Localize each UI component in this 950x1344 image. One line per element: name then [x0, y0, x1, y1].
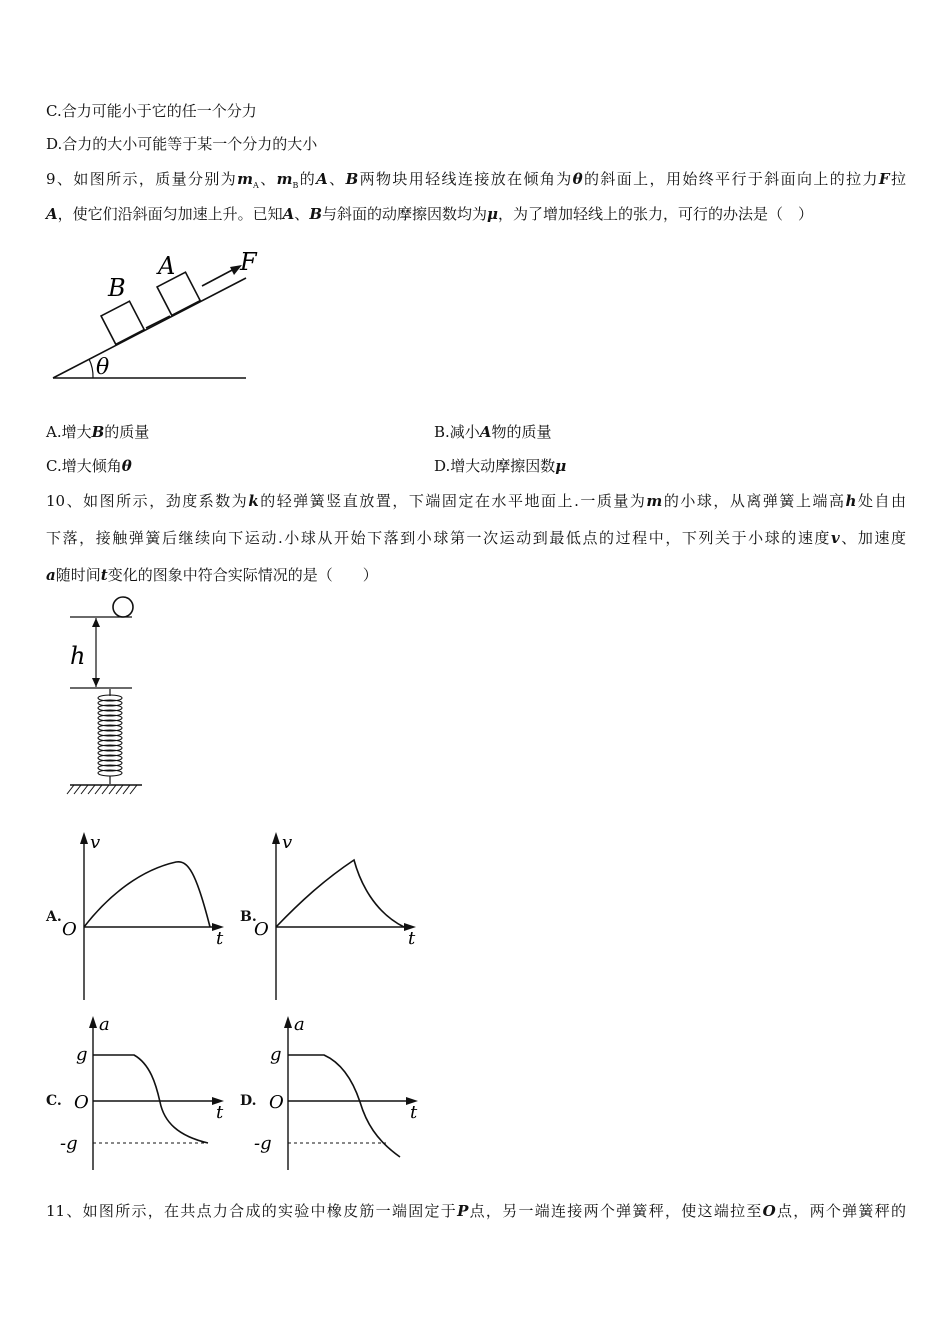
- svg-text:O: O: [74, 1092, 89, 1113]
- hatch-line: [123, 785, 130, 794]
- graph-c: [60, 1012, 230, 1172]
- hatch-line: [67, 785, 74, 794]
- hatch-line: [95, 785, 102, 794]
- hatch-line: [74, 785, 81, 794]
- svg-text:t: t: [216, 928, 224, 949]
- q9-option-b: B.减小A物的质量: [434, 423, 552, 441]
- graph-d-label: D.: [240, 1093, 257, 1109]
- q9-option-d: D.增大动摩擦因数μ: [434, 457, 567, 475]
- q9-option-a: A.增大B的质量: [46, 423, 150, 441]
- q10-stem-line1: 10、如图所示，劲度系数为k的轻弹簧竖直放置，下端固定在水平地面上.一质量为m的小球，从离弹簧上端高h处自由: [46, 492, 906, 510]
- hatch-line: [81, 785, 88, 794]
- graph-b-label: B.: [240, 909, 257, 925]
- graph-c-curve: [93, 1055, 208, 1143]
- hatch-line: [109, 785, 116, 794]
- q9-stem-line1: 9、如图所示，质量分别为$m_A$、$m_B$的A、B两物块用轻线连接放在倾角为θ的斜面上，用始终平行于斜面向上的拉力F拉: [46, 170, 906, 190]
- graph-d: [254, 1012, 424, 1172]
- svg-text:O: O: [269, 1092, 284, 1113]
- svg-text:t: t: [216, 1102, 224, 1123]
- incline-figure: [50, 244, 260, 386]
- angle-arc: [89, 359, 93, 378]
- force-arrow-line: [202, 268, 236, 286]
- svg-text:-g: -g: [254, 1133, 272, 1154]
- graph-a: [60, 828, 230, 1004]
- option-c-prev: C.合力可能小于它的任一个分力: [46, 102, 257, 120]
- graph-b: [254, 828, 424, 1004]
- q10-stem-line2: 下落，接触弹簧后继续向下运动.小球从开始下落到小球第一次运动到最低点的过程中，下列关于小球的速度v、加速度: [46, 529, 906, 547]
- svg-text:a: a: [294, 1014, 305, 1035]
- svg-text:O: O: [254, 919, 269, 940]
- graph-a-curve: [84, 862, 210, 927]
- graph-d-curve: [288, 1055, 400, 1157]
- ball: [113, 597, 133, 617]
- theta-label: θ: [96, 355, 110, 380]
- svg-text:v: v: [90, 832, 101, 853]
- h-label: h: [70, 642, 86, 670]
- label-b: B: [108, 274, 126, 302]
- q9-option-c: C.增大倾角θ: [46, 457, 132, 475]
- svg-text:t: t: [408, 928, 416, 949]
- svg-text:g: g: [76, 1044, 88, 1065]
- svg-text:-g: -g: [60, 1133, 78, 1154]
- svg-text:v: v: [282, 832, 293, 853]
- option-d-prev: D.合力的大小可能等于某一个分力的大小: [46, 135, 318, 153]
- svg-text:a: a: [99, 1014, 110, 1035]
- svg-text:O: O: [62, 919, 77, 940]
- label-f: F: [240, 248, 257, 276]
- hatch-line: [88, 785, 95, 794]
- svg-text:g: g: [270, 1044, 282, 1065]
- connecting-string: [146, 316, 170, 328]
- ground-hatch: [67, 785, 137, 794]
- hatch-line: [116, 785, 123, 794]
- hatch-line: [130, 785, 137, 794]
- graph-c-label: C.: [46, 1093, 62, 1109]
- graph-b-curve: [276, 860, 404, 927]
- q9-stem-line2: A，使它们沿斜面匀加速上升。已知A、B与斜面的动摩擦因数均为μ，为了增加轻线上的张力，可行的办法是（ ）: [46, 205, 814, 223]
- spring-figure: [62, 594, 152, 800]
- svg-text:t: t: [410, 1102, 418, 1123]
- spring-coils: [98, 695, 122, 776]
- q11-stem-line1: 11、如图所示，在共点力合成的实验中橡皮筋一端固定于P点，另一端连接两个弹簧秤，使这端拉至O点，两个弹簧秤的: [46, 1202, 906, 1220]
- graph-a-label: A.: [46, 909, 62, 925]
- incline-surface: [53, 278, 246, 378]
- block-b: [101, 301, 144, 344]
- height-arrow-down: [92, 678, 100, 687]
- hatch-line: [102, 785, 109, 794]
- height-arrow-up: [92, 618, 100, 627]
- label-a: A: [158, 252, 176, 280]
- q10-stem-line3: a随时间t变化的图象中符合实际情况的是（ ）: [46, 566, 378, 584]
